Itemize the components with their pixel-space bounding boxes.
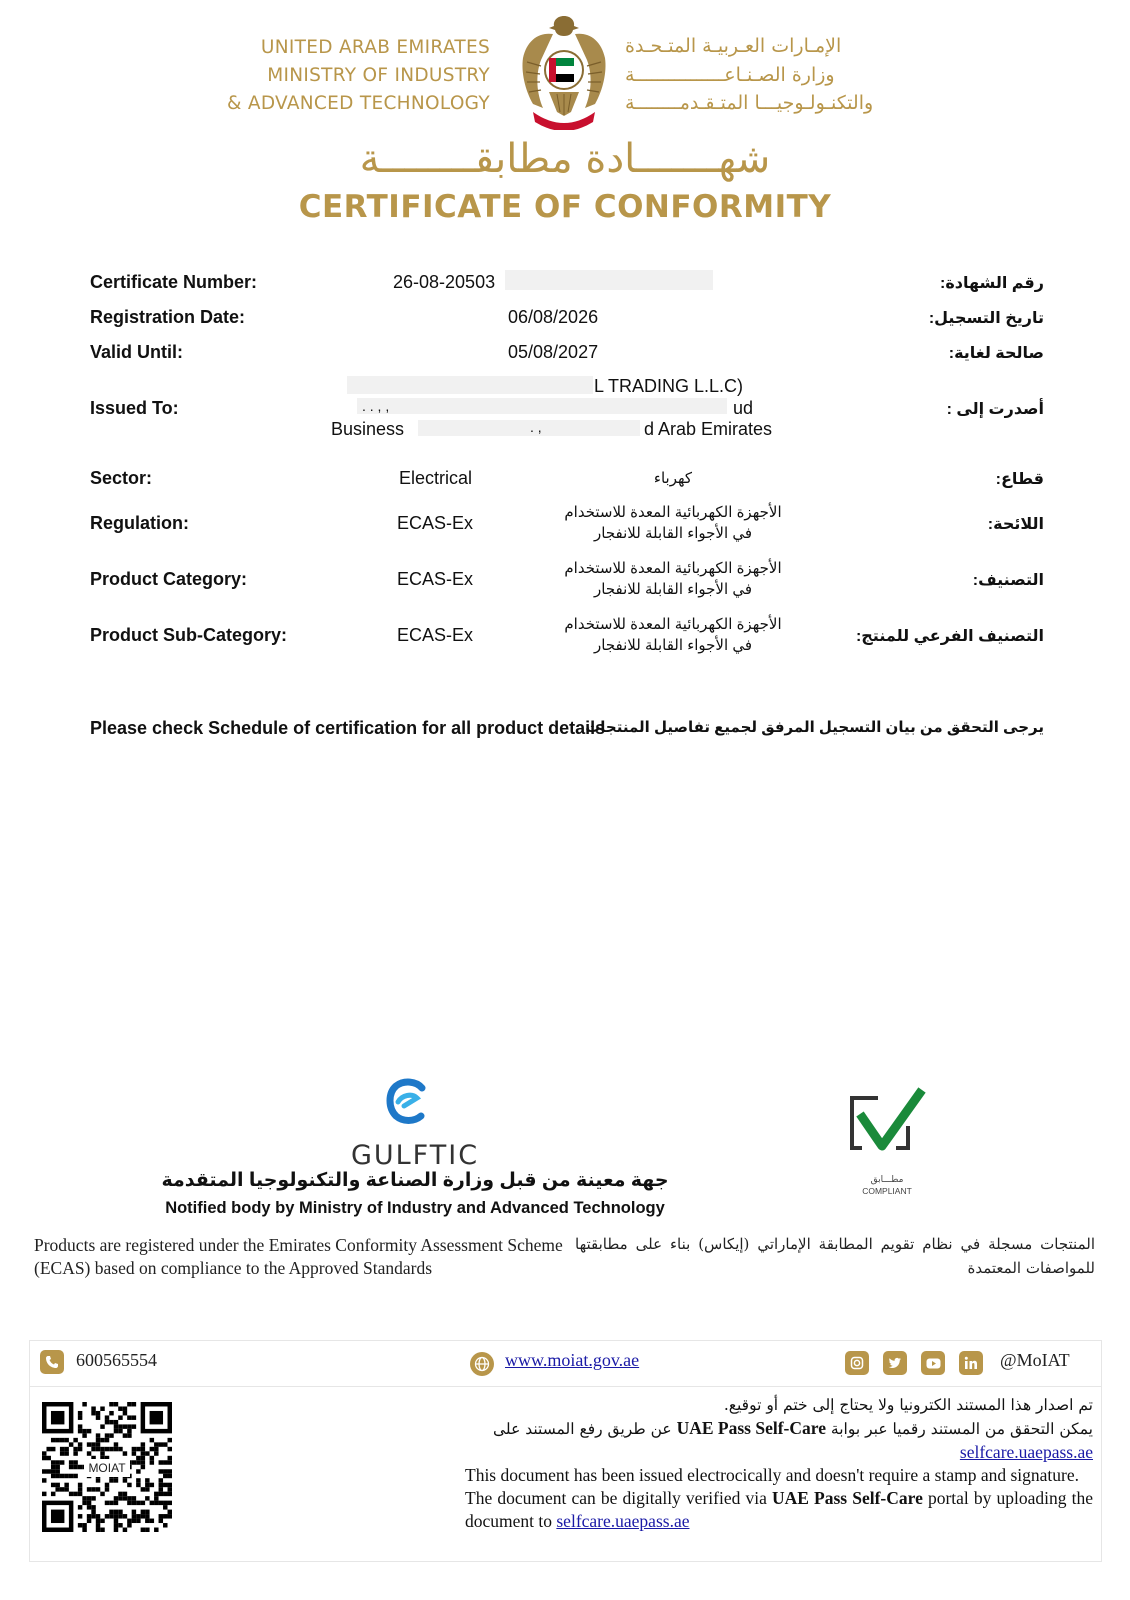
instagram-icon[interactable] [845, 1351, 869, 1375]
certificate-number-label: Certificate Number: [90, 272, 258, 292]
redaction-bar [357, 398, 727, 414]
qr-code-label: MOIAT [84, 1459, 130, 1477]
notified-body-ar: جهة معينة من قبل وزارة الصناعة والتكنولوجيا المتقدمة [161, 1170, 669, 1191]
regulation-value-ar [560, 502, 786, 544]
footer-note-en-line: This document has been issued electrocically and doesn't require a stamp and signature. [465, 1465, 1079, 1485]
issued-to-line1: L TRADING L.L.C) [594, 376, 744, 396]
ministry-line: وزارة الصـنـاعــــــــــــــــة [625, 63, 835, 86]
ministry-line: & ADVANCED TECHNOLOGY [226, 93, 490, 114]
uae-pass-name: UAE Pass Self-Care [771, 1488, 923, 1508]
uae-pass-name: UAE Pass Self-Care [676, 1418, 826, 1438]
product-category-value-ar-line: الأجهزة الكهربائية المعدة للاستخدام [564, 560, 782, 577]
valid-until-label: Valid Until: [90, 342, 184, 362]
gulftic-logo-icon [384, 1078, 430, 1124]
issued-to-line2-end: ud [733, 398, 754, 418]
issued-to-line3-end: d Arab Emirates [644, 419, 773, 439]
product-sub-category-value-en: ECAS-Ex [397, 625, 474, 645]
registration-statement-en: Products are registered under the Emirates Conformity Assessment Scheme (ECAS) based on compliance to the Approved Standards [34, 1235, 563, 1278]
compliant-check-icon [848, 1086, 926, 1166]
certificate-title-en: CERTIFICATE OF CONFORMITY [298, 189, 832, 225]
footer-note-ar-text: يمكن التحقق من المستند رقميا عبر بوابة [830, 1420, 1093, 1438]
footer-note-en-line [465, 1487, 1093, 1533]
schedule-note-en: Please check Schedule of certification for all product details [90, 718, 606, 738]
footer-note-ar-line [465, 1441, 1093, 1465]
certificate-title-ar: شهـــــــادة مطابقــــــــة [359, 136, 771, 182]
globe-icon [470, 1352, 494, 1376]
phone-number[interactable]: 600565554 [76, 1350, 157, 1370]
product-sub-category-value-ar-line: الأجهزة الكهربائية المعدة للاستخدام [564, 616, 782, 633]
sector-label-ar: قطاع: [995, 471, 1044, 488]
footer-note-en-text: The document can be digitally verified via [465, 1488, 767, 1508]
issued-to-line2-marks: . . , , [362, 398, 390, 414]
product-sub-category-value-ar-line: في الأجواء القابلة للانفجار [594, 637, 752, 654]
registration-statement-ar: المنتجات مسجلة في نظام تقويم المطابقة الإماراتي (إيكاس) بناء على مطابقتها للمواصفات المعتمدة [575, 1235, 1095, 1277]
footer-note-en [465, 1464, 1093, 1533]
ministry-name-en [180, 34, 490, 118]
regulation-label: Regulation: [90, 513, 189, 533]
registration-date-label-ar: تاريخ التسجيل: [928, 310, 1044, 327]
sector-value-ar: كهرباء [653, 470, 693, 487]
valid-until-label-ar: صالحة لغاية: [948, 345, 1044, 362]
sector-label: Sector: [90, 468, 153, 488]
redaction-bar [505, 270, 713, 290]
schedule-note-ar: يرجى التحقق من بيان التسجيل المرفق لجميع تفاصيل المنتجات [585, 719, 1044, 736]
product-sub-category-value-ar [560, 614, 786, 656]
footer-divider [29, 1386, 1102, 1387]
uae-falcon-emblem-icon [519, 12, 609, 130]
footer-note-ar-line: تم اصدار هذا المستند الكترونيا ولا يحتاج إلى ختم أو توقيع. [723, 1396, 1093, 1414]
social-handle[interactable]: @MoIAT [1000, 1350, 1070, 1370]
product-category-value-ar-line: في الأجواء القابلة للانفجار [594, 581, 752, 598]
issued-to-line3-marks: . , [530, 419, 542, 435]
selfcare-link-en[interactable]: selfcare.uaepass.ae [556, 1511, 690, 1531]
ministry-line: والتكنـولـوجيـــا المتـقـدمــــــــة [625, 92, 874, 114]
gulftic-logo-word: GULFTIC [350, 1140, 480, 1171]
ministry-line: الإمـارات العـربيـة المتـحـدة [625, 35, 842, 57]
issued-to-label: Issued To: [90, 398, 179, 418]
issued-to-line3-start: Business [331, 419, 405, 439]
notified-body-en: Notified body by Ministry of Industry and Advanced Technology [165, 1199, 665, 1217]
product-category-label: Product Category: [90, 569, 248, 589]
registration-date-label: Registration Date: [90, 307, 246, 327]
youtube-icon[interactable] [921, 1351, 945, 1375]
product-sub-category-label-ar: التصنيف الفرعي للمنتج: [855, 628, 1044, 645]
redaction-bar [418, 420, 640, 436]
certificate-number-label-ar: رقم الشهادة: [939, 275, 1044, 292]
linkedin-icon[interactable] [959, 1351, 983, 1375]
ministry-name-ar [625, 32, 925, 118]
redaction-bar [347, 376, 593, 394]
regulation-value-ar-line: الأجهزة الكهربائية المعدة للاستخدام [564, 504, 782, 521]
footer-note-en-text: portal by uploading the document to [465, 1488, 1094, 1531]
product-category-label-ar: التصنيف: [972, 572, 1044, 589]
product-sub-category-label: Product Sub-Category: [90, 625, 288, 645]
footer-note-ar-text: عن طريق رفع المستند على [493, 1420, 672, 1438]
ministry-line: UNITED ARAB EMIRATES [260, 37, 490, 58]
registration-date-value: 06/08/2026 [508, 307, 599, 327]
compliant-label-en: COMPLIANT [862, 1186, 912, 1196]
phone-icon [40, 1350, 64, 1374]
regulation-value-ar-line: في الأجواء القابلة للانفجار [594, 525, 752, 542]
footer-note-ar-line [465, 1417, 1093, 1441]
compliant-label-ar: مطـــابق [870, 1174, 904, 1184]
certificate-number-value: 26-08-20503 [393, 272, 496, 292]
product-category-value-ar [560, 558, 786, 600]
website-link[interactable]: www.moiat.gov.ae [505, 1350, 640, 1370]
footer-note-ar [465, 1394, 1093, 1465]
ministry-line: MINISTRY OF INDUSTRY [267, 65, 490, 86]
valid-until-value: 05/08/2027 [508, 342, 599, 362]
twitter-icon[interactable] [883, 1351, 907, 1375]
sector-value-en: Electrical [399, 468, 473, 488]
selfcare-link-ar[interactable]: selfcare.uaepass.ae [959, 1442, 1093, 1462]
regulation-label-ar: اللائحة: [987, 516, 1044, 533]
issued-to-label-ar: أصدرت إلى : [946, 401, 1044, 418]
regulation-value-en: ECAS-Ex [397, 513, 474, 533]
product-category-value-en: ECAS-Ex [397, 569, 474, 589]
